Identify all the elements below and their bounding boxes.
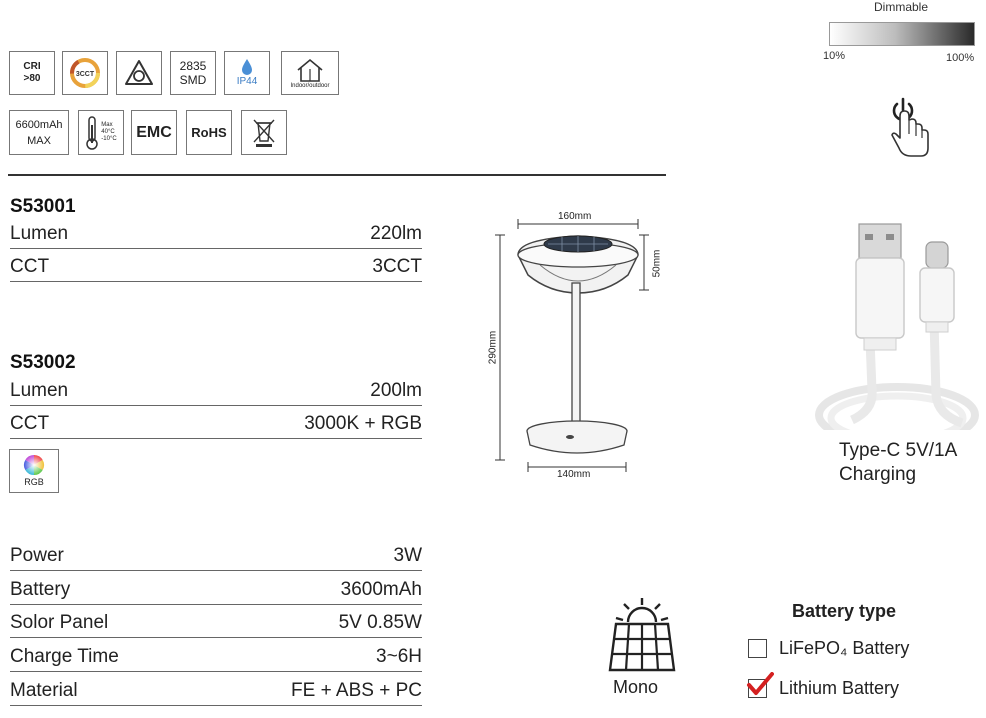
battery-option-label: Lithium Battery — [779, 678, 900, 698]
emc-badge: EMC — [131, 110, 177, 155]
spec-label: Lumen — [10, 223, 69, 244]
spec-value: 5V 0.85W — [338, 612, 422, 633]
dimming-gradient-bar — [829, 22, 975, 46]
rgb-color-wheel-icon — [23, 454, 45, 476]
indoor-outdoor-badge: Indoor/outdoor — [281, 51, 339, 95]
dim-top-width: 160mm — [558, 211, 592, 222]
spec-row-lumen — [10, 373, 422, 406]
3cct-text: 3CCT — [75, 71, 95, 78]
color-temperature-icon — [69, 57, 101, 89]
dimmable-label: Dimmable — [874, 0, 929, 14]
dimmable-max-label: 100% — [946, 52, 975, 64]
battery-capacity-badge: 6600mAh MAX — [9, 110, 69, 155]
spec-value: 3000K + RGB — [304, 413, 422, 434]
rgb-badge: RGB — [9, 449, 59, 493]
temperature-badge: Max 40°C -10°C — [78, 110, 124, 155]
spec-row-charge-time — [10, 639, 422, 672]
spec-value: 3600mAh — [340, 579, 422, 600]
charging-line-1: Type-C 5V/1A — [839, 440, 958, 461]
spec-row-cct — [10, 406, 422, 439]
battery-option-lithium[interactable] — [748, 678, 899, 699]
dim-base-width: 140mm — [557, 469, 591, 480]
spec-row-cct — [10, 249, 422, 282]
spec-value: FE + ABS + PC — [291, 680, 422, 701]
spec-row-lumen — [10, 216, 422, 249]
spec-row-material — [10, 673, 422, 706]
water-drop-icon — [240, 58, 254, 76]
spec-label: Battery — [10, 579, 71, 600]
dim-total-height: 290mm — [487, 330, 499, 365]
spec-row-power — [10, 538, 422, 571]
dim-head-height: 50mm — [651, 249, 663, 278]
battery-option-lifepo4[interactable] — [748, 638, 909, 659]
spec-label: CCT — [10, 413, 50, 434]
beam-angle-icon — [123, 58, 155, 88]
ip44-badge: IP44 — [224, 51, 270, 95]
checkbox-unchecked[interactable] — [748, 639, 767, 658]
spec-label: Solor Panel — [10, 612, 109, 633]
battery-type-title: Battery type — [792, 601, 897, 621]
rohs-badge: RoHS — [186, 110, 232, 155]
spec-label: Lumen — [10, 380, 69, 401]
spec-label: Material — [10, 680, 78, 701]
checkbox-checked[interactable] — [748, 679, 767, 698]
model-title-s53001: S53001 — [10, 196, 76, 217]
spec-label: CCT — [10, 256, 50, 277]
weee-badge — [241, 110, 287, 155]
spec-label: Power — [10, 545, 64, 566]
lamp-dimension-drawing — [478, 205, 678, 475]
usb-type-c-cable-icon — [812, 220, 982, 430]
charging-caption — [839, 439, 957, 487]
model-title-s53002: S53002 — [10, 352, 76, 373]
3cct-badge — [62, 51, 108, 95]
smd-badge: 2835 SMD — [170, 51, 216, 95]
spec-value: 3CCT — [372, 256, 422, 277]
house-icon — [295, 57, 325, 83]
spec-label: Charge Time — [10, 646, 119, 667]
checkmark-icon — [746, 672, 774, 696]
spec-value: 200lm — [370, 380, 422, 401]
spec-row-solar-panel — [10, 605, 422, 638]
solar-panel-icon — [602, 596, 682, 674]
touch-switch-icon — [885, 96, 935, 168]
spec-value: 3~6H — [376, 646, 422, 667]
section-divider — [8, 174, 666, 176]
charging-line-2: Charging — [839, 464, 917, 485]
battery-option-label: LiFePO₄ Battery — [779, 638, 910, 658]
spec-row-battery — [10, 572, 422, 605]
solar-type-label: Mono — [613, 677, 659, 697]
spec-value: 220lm — [370, 223, 422, 244]
spec-value: 3W — [393, 545, 422, 566]
cri-badge: CRI >80 — [9, 51, 55, 95]
beam-angle-badge — [116, 51, 162, 95]
dimmable-min-label: 10% — [823, 50, 846, 62]
thermometer-icon — [85, 115, 99, 151]
crossed-bin-icon — [251, 117, 277, 149]
